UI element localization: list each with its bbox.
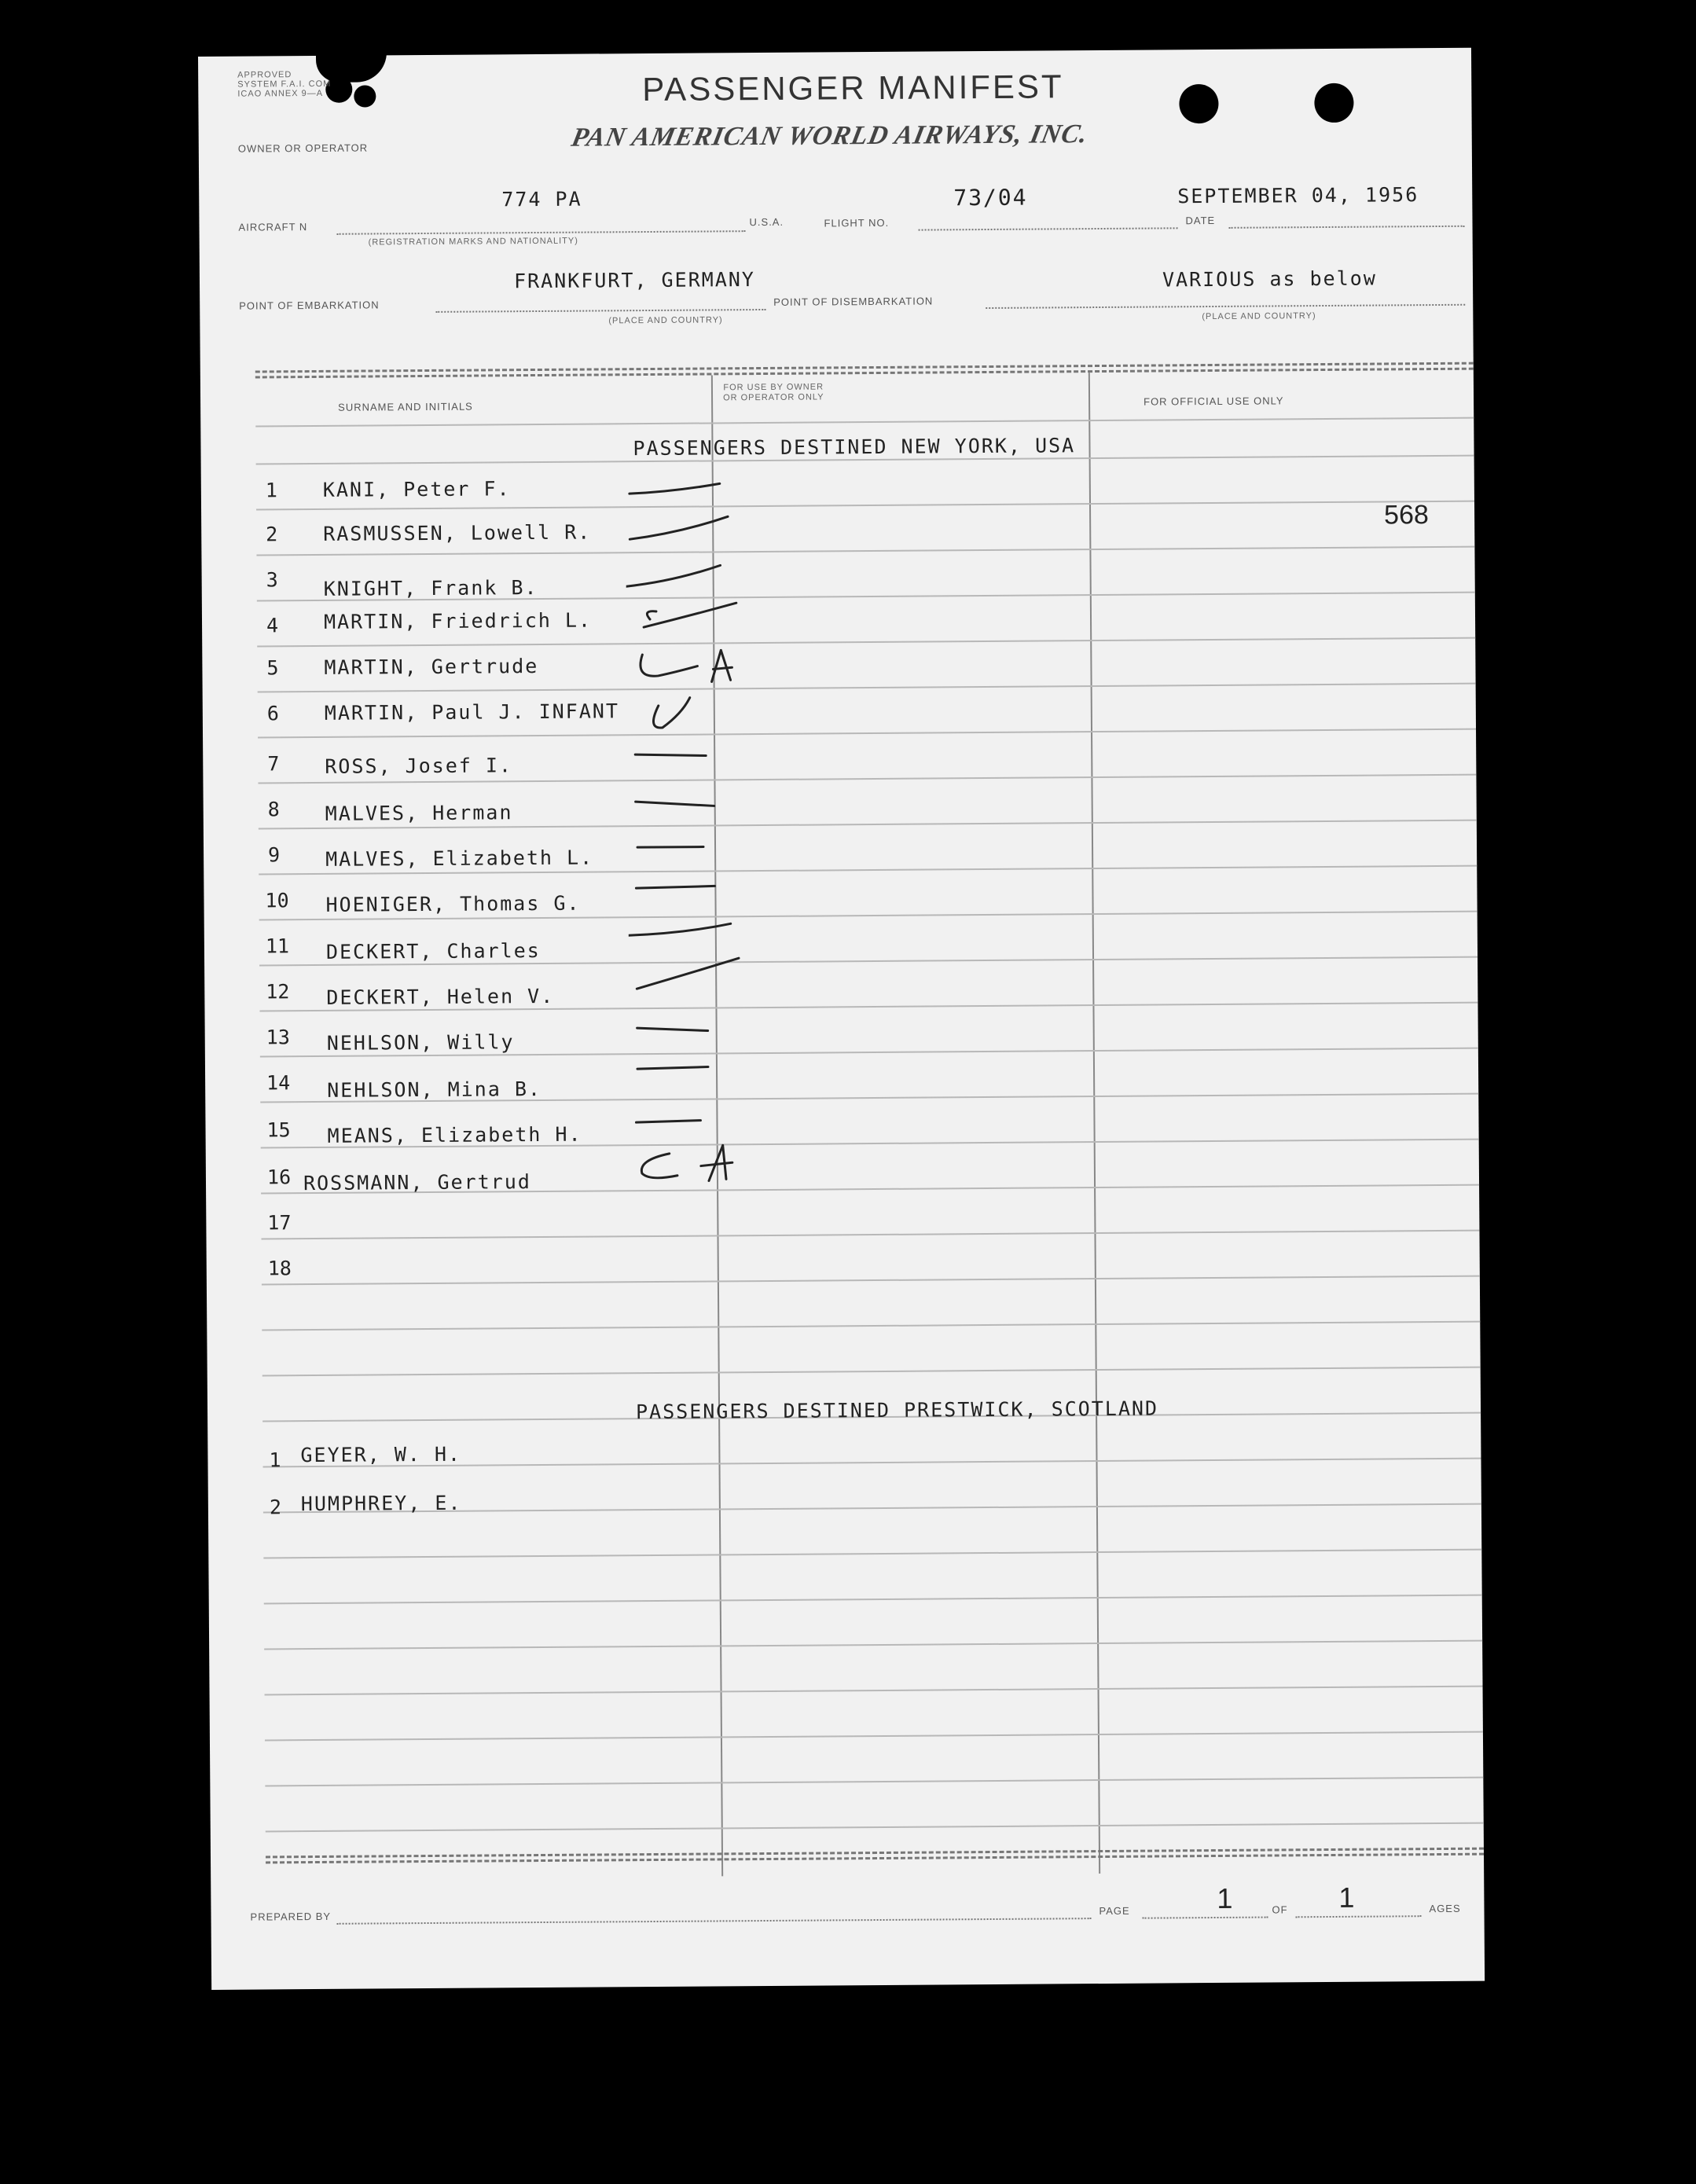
official-mark: 568 (1383, 500, 1429, 530)
aircraft-line (337, 230, 746, 235)
check-stroke (636, 1121, 700, 1123)
column-header-official: FOR OFFICIAL USE ONLY (1144, 395, 1284, 408)
passenger-name: KANI, Peter F. (322, 477, 511, 501)
row-rule (258, 729, 1476, 739)
check-stroke (637, 847, 703, 848)
row-number: 10 (265, 889, 289, 912)
aircraft-label: AIRCRAFT N (238, 221, 308, 233)
passenger-name: ROSS, Josef I. (325, 754, 513, 778)
manifest-title: PASSENGER MANIFEST (642, 68, 1064, 108)
table-bottom-rule (266, 1848, 1484, 1864)
column-header-owner (723, 382, 824, 403)
passenger-name: HUMPHREY, E. (300, 1491, 462, 1516)
row-rule (256, 501, 1474, 511)
row-rule (263, 1549, 1481, 1559)
prepared-by-label: PREPARED BY (250, 1910, 332, 1923)
approval-line: SYSTEM F.A.I. COM (237, 79, 332, 90)
row-number: 9 (267, 843, 281, 867)
row-rule (257, 637, 1475, 648)
row-number: 2 (266, 523, 278, 546)
row-number: 13 (266, 1026, 290, 1049)
row-rule (264, 1640, 1482, 1650)
check-stroke (641, 1154, 677, 1178)
row-rule (258, 683, 1476, 693)
punch-hole (354, 85, 376, 107)
date-label: DATE (1185, 214, 1216, 227)
check-stroke (635, 754, 706, 757)
flight-label: FLIGHT NO. (824, 216, 890, 229)
table-top-rule (255, 362, 1474, 379)
usa-label: U.S.A. (749, 215, 784, 229)
approval-line: ICAO ANNEX 9—A (237, 88, 324, 99)
passenger-name: MARTIN, Gertrude (324, 654, 539, 679)
operator-check-marks (626, 477, 788, 1264)
check-stroke (629, 923, 731, 935)
approval-line: APPROVED (237, 70, 292, 80)
passenger-name: NEHLSON, Willy (326, 1030, 515, 1055)
manifest-sheet (198, 48, 1485, 1990)
passenger-name: MALVES, Elizabeth L. (325, 846, 594, 871)
row-rule (255, 417, 1474, 428)
disembark-caption: (PLACE AND COUNTRY) (1202, 311, 1316, 322)
row-rules (198, 48, 1471, 57)
row-rule (265, 1777, 1483, 1787)
check-stroke (626, 565, 721, 586)
row-rule (262, 1321, 1480, 1331)
passenger-name: DECKERT, Helen V. (326, 984, 555, 1009)
passenger-name: NEHLSON, Mina B. (327, 1077, 542, 1102)
flight-value: 73/04 (953, 184, 1028, 211)
row-number: 14 (266, 1071, 291, 1095)
disembark-value: VARIOUS as below (1162, 266, 1377, 292)
row-rule (262, 1367, 1481, 1377)
embark-caption: (PLACE AND COUNTRY) (608, 315, 723, 326)
of-label: OF (1272, 1903, 1288, 1916)
passenger-name: MARTIN, Paul J. INFANT (324, 699, 620, 725)
row-number: 15 (266, 1118, 291, 1142)
row-rule (265, 1731, 1483, 1742)
check-stroke (701, 1145, 732, 1180)
column-header-name: SURNAME AND INITIALS (338, 400, 473, 413)
row-number: 3 (266, 568, 278, 592)
disembark-line (986, 304, 1465, 309)
page-total: 1 (1338, 1881, 1355, 1914)
punch-hole (1179, 84, 1218, 123)
owner-label: OWNER OR OPERATOR (237, 141, 369, 155)
embark-value: FRANKFURT, GERMANY (513, 268, 756, 293)
check-stroke (637, 958, 739, 989)
row-number: 4 (266, 614, 279, 637)
passenger-name: ROSSMANN, Gertrud (303, 1170, 531, 1195)
passenger-name: HOENIGER, Thomas G. (325, 891, 581, 916)
row-number: 5 (266, 656, 279, 680)
approval-note (237, 70, 331, 99)
passenger-name: KNIGHT, Frank B. (323, 575, 538, 600)
row-number: 16 (266, 1165, 292, 1189)
check-stroke (711, 650, 732, 681)
passenger-name: MALVES, Herman (325, 801, 513, 825)
aircraft-value: 774 PA (501, 187, 582, 211)
pages-label: AGES (1429, 1902, 1461, 1915)
check-stroke (637, 1067, 708, 1070)
prepared-by-line (337, 1918, 1092, 1925)
row-rule (266, 1822, 1484, 1833)
section-heading-prestwick: PASSENGERS DESTINED PRESTWICK, SCOTLAND (635, 1397, 1159, 1424)
passenger-name: MEANS, Elizabeth H. (327, 1122, 582, 1147)
flight-line (919, 227, 1178, 230)
row-rule (261, 1230, 1479, 1240)
date-line (1229, 226, 1465, 229)
row-number: 17 (267, 1211, 292, 1235)
date-value: SEPTEMBER 04, 1956 (1177, 183, 1419, 208)
row-number: 1 (269, 1448, 281, 1472)
row-rule (265, 1686, 1483, 1696)
passenger-name: RASMUSSEN, Lowell R. (323, 520, 592, 545)
section-heading-new-york: PASSENGERS DESTINED NEW YORK, USA (633, 434, 1076, 461)
registration-caption: (REGISTRATION MARKS AND NATIONALITY) (368, 236, 578, 248)
passenger-name: GEYER, W. H. (300, 1442, 462, 1467)
row-number: 6 (266, 702, 280, 725)
page-line (1143, 1917, 1268, 1919)
check-stroke (644, 603, 736, 627)
check-stroke (630, 516, 728, 539)
page-label: PAGE (1099, 1904, 1130, 1918)
disembark-label: POINT OF DISEMBARKATION (773, 295, 934, 308)
row-number: 11 (265, 934, 290, 958)
page-number: 1 (1217, 1881, 1233, 1915)
embark-line (435, 309, 765, 313)
check-stroke (637, 1028, 708, 1032)
check-stroke (636, 886, 714, 888)
row-number: 2 (269, 1496, 282, 1519)
check-stroke (653, 698, 690, 728)
row-rule (262, 1276, 1480, 1286)
row-number: 18 (267, 1257, 292, 1280)
check-stroke (630, 483, 720, 494)
passenger-name: DECKERT, Charles (325, 938, 541, 964)
check-stroke (641, 655, 698, 677)
of-line (1296, 1915, 1422, 1918)
owner-header-line: FOR USE BY OWNER (723, 382, 824, 393)
punch-hole (1314, 83, 1353, 123)
row-number: 1 (265, 479, 278, 502)
row-number: 12 (266, 980, 290, 1004)
airline-name: PAN AMERICAN WORLD AIRWAYS, INC. (569, 119, 1091, 152)
passenger-name: MARTIN, Friedrich L. (323, 608, 593, 633)
row-number: 7 (267, 752, 280, 776)
row-rule (256, 546, 1474, 556)
column-divider (1088, 373, 1100, 1874)
check-stroke (636, 801, 714, 806)
embark-label: POINT OF EMBARKATION (239, 299, 380, 312)
row-rule (264, 1595, 1482, 1605)
owner-header-line: OR OPERATOR ONLY (723, 392, 824, 403)
row-number: 8 (267, 798, 280, 821)
